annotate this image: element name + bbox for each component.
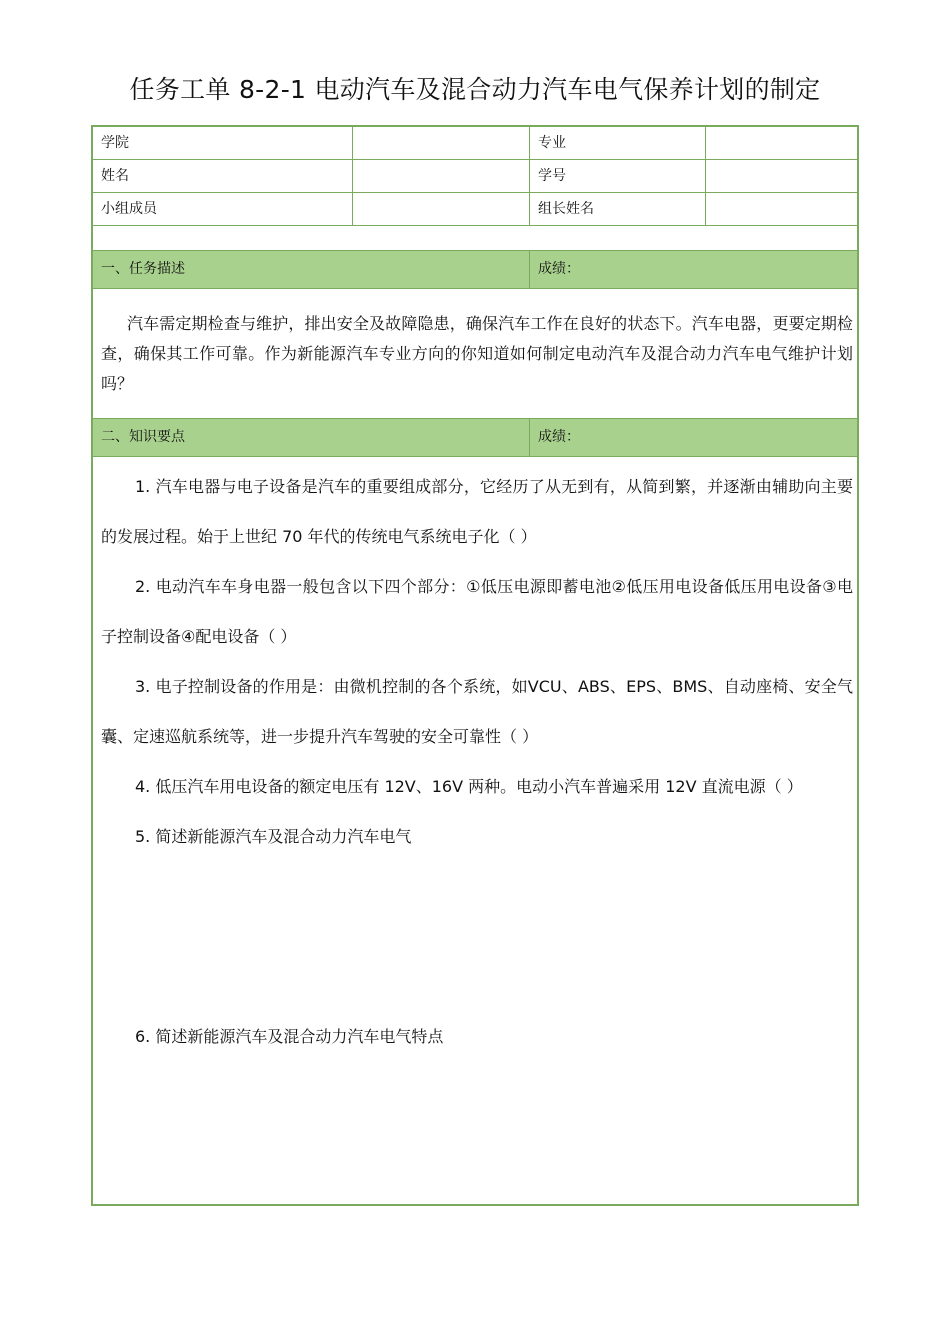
- knowledge-points-body: [93, 457, 857, 1204]
- task-description-score-label: 成绩：: [538, 261, 580, 277]
- question-5: 5. 简述新能源汽车及混合动力汽车电气: [135, 827, 412, 846]
- student-id-label: 学号: [538, 168, 566, 184]
- college-value-field[interactable]: [353, 127, 529, 159]
- section-knowledge-points-header: [93, 419, 857, 457]
- knowledge-points-heading: 二、知识要点: [101, 429, 185, 445]
- page-title: 任务工单 8-2-1 电动汽车及混合动力汽车电气保养计划的制定: [129, 75, 821, 104]
- group-members-label: 小组成员: [101, 201, 157, 217]
- info-row-group: [93, 193, 857, 226]
- task-description-text: 汽车需定期检查与维护，排出安全及故障隐患，确保汽车工作在良好的状态下。汽车电器，更要定期检查，确保其工作可靠。作为新能源汽车专业方向的你知道如何制定电动汽车及混合动力汽车电气维护计划吗？: [101, 314, 853, 393]
- task-description-heading: 一、任务描述: [101, 261, 185, 277]
- college-label: 学院: [101, 135, 129, 151]
- student-id-value-field[interactable]: [706, 160, 857, 192]
- question-3: 3. 电子控制设备的作用是：由微机控制的各个系统，如VCU、ABS、EPS、BMS、自动座椅、安全气囊、定速巡航系统等，进一步提升汽车驾驶的安全可靠性（ ）: [101, 677, 853, 746]
- info-row-college: [93, 127, 857, 160]
- major-label: 专业: [538, 135, 566, 151]
- group-members-value-field[interactable]: [353, 193, 529, 225]
- section-task-description-header: [93, 251, 857, 289]
- group-leader-value-field[interactable]: [706, 193, 857, 225]
- major-value-field[interactable]: [706, 127, 857, 159]
- question-1: 1. 汽车电器与电子设备是汽车的重要组成部分，它经历了从无到有，从简到繁，并逐渐由辅助向主要的发展过程。始于上世纪 70 年代的传统电气系统电子化（ ）: [101, 477, 853, 546]
- knowledge-points-score-label: 成绩：: [538, 429, 580, 445]
- name-label: 姓名: [101, 168, 129, 184]
- task-description-body: [93, 289, 857, 419]
- group-leader-label: 组长姓名: [538, 201, 594, 217]
- question-2: 2. 电动汽车车身电器一般包含以下四个部分：①低压电源即蓄电池②低压用电设备低压用电设备③电子控制设备④配电设备（ ）: [101, 577, 853, 646]
- name-value-field[interactable]: [353, 160, 529, 192]
- question-6: 6. 简述新能源汽车及混合动力汽车电气特点: [135, 1027, 444, 1046]
- question-4: 4. 低压汽车用电设备的额定电压有 12V、16V 两种。电动小汽车普遍采用 12V 直流电源（ ）: [135, 777, 803, 796]
- task-worksheet-table: [91, 125, 859, 1206]
- info-row-name: [93, 160, 857, 193]
- spacer-row: [93, 226, 857, 251]
